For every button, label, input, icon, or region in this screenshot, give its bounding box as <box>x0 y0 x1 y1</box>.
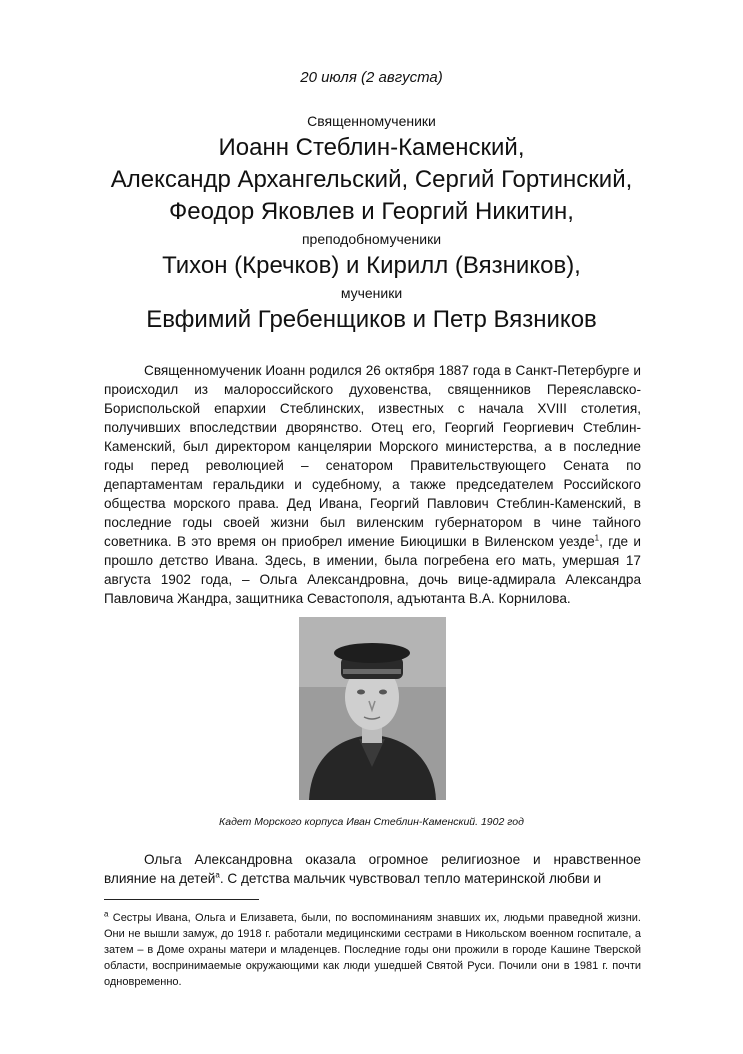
title-label-martyrs: мученики <box>340 285 403 301</box>
paragraph-text: Ольга Александровна оказала огромное религиозное и нравственное влияние на детей <box>104 852 641 886</box>
title-line-2: Александр Архангельский, Сергий Гортинский, <box>110 166 633 193</box>
title-line-4: Тихон (Кречков) и Кирилл (Вязников), <box>162 252 581 279</box>
footnote-reference[interactable]: a <box>215 870 220 880</box>
paragraph-text: . С детства мальчик чувствовал тепло материнской любви и <box>219 871 602 886</box>
footnote-divider <box>104 899 259 900</box>
paragraph-text: , где и прошло детство Ивана. Здесь, в имении, была погребена его мать, умершая 17 августа 1902 года, – Ольга Александровна, дочь вице-адмирала Александра Павловича Жандра, защитника Севастополя, адъютанта В.А. Корнилова. <box>104 534 642 606</box>
body-paragraph-1 <box>104 361 641 608</box>
footnote <box>104 910 641 990</box>
body-paragraph-2 <box>104 850 641 888</box>
saints-title-block <box>0 110 743 336</box>
title-label-hieromartyrs: Священномученики <box>307 113 436 129</box>
title-line-1: Иоанн Стеблин-Каменский, <box>218 134 525 161</box>
title-line-5: Евфимий Гребенщиков и Петр Вязников <box>146 306 597 333</box>
title-line-3: Феодор Яковлев и Георгий Никитин, <box>169 198 574 225</box>
footnote-text: Сестры Ивана, Ольга и Елизавета, были, по воспоминаниям знавших их, людьми праведной жизни. Они не вышли замуж, до 1918 г. работали медицинскими сестрами в Никольском военном госпитале, а затем – в Доме охраны матери и младенцев. Последние годы они прожили в городе Кашине Тверской области, воспринимаемые окружающими как люди ушедшей Святой Руси. Почили они в 1981 г. почти одновременно. <box>104 912 641 988</box>
paragraph-text: Священномученик Иоанн родился 26 октября 1887 года в Санкт-Петербурге и происходил из малороссийского духовенства, священников Переяславско-Бориспольской епархии Стеблинских, известных с начала XVIII столетия, получивших впоследствии дворянство. Отец его, Георгий Георгиевич Стеблин-Каменский, был директором канцелярии Морского министерства, а в последние годы перед революцией – сенатором Правительствующего Сената по департаментам геральдики и судебному, а также председателем Российского общества морского права. Дед Ивана, Георгий Павлович Стеблин-Каменский, в последние годы своей жизни был виленским губернатором в чине тайного советника. В это время он приобрел имение Биюцишки в Виленском уезде <box>104 363 641 549</box>
photo-caption: Кадет Морского корпуса Иван Стеблин-Каменский. 1902 год <box>219 816 524 828</box>
footnote-reference[interactable]: 1 <box>594 533 600 543</box>
title-label-venerable-martyrs: преподобномученики <box>301 231 442 247</box>
footnote-marker: a <box>104 909 109 919</box>
portrait-photo <box>299 617 446 800</box>
feast-date: 20 июля (2 августа) <box>300 69 443 86</box>
